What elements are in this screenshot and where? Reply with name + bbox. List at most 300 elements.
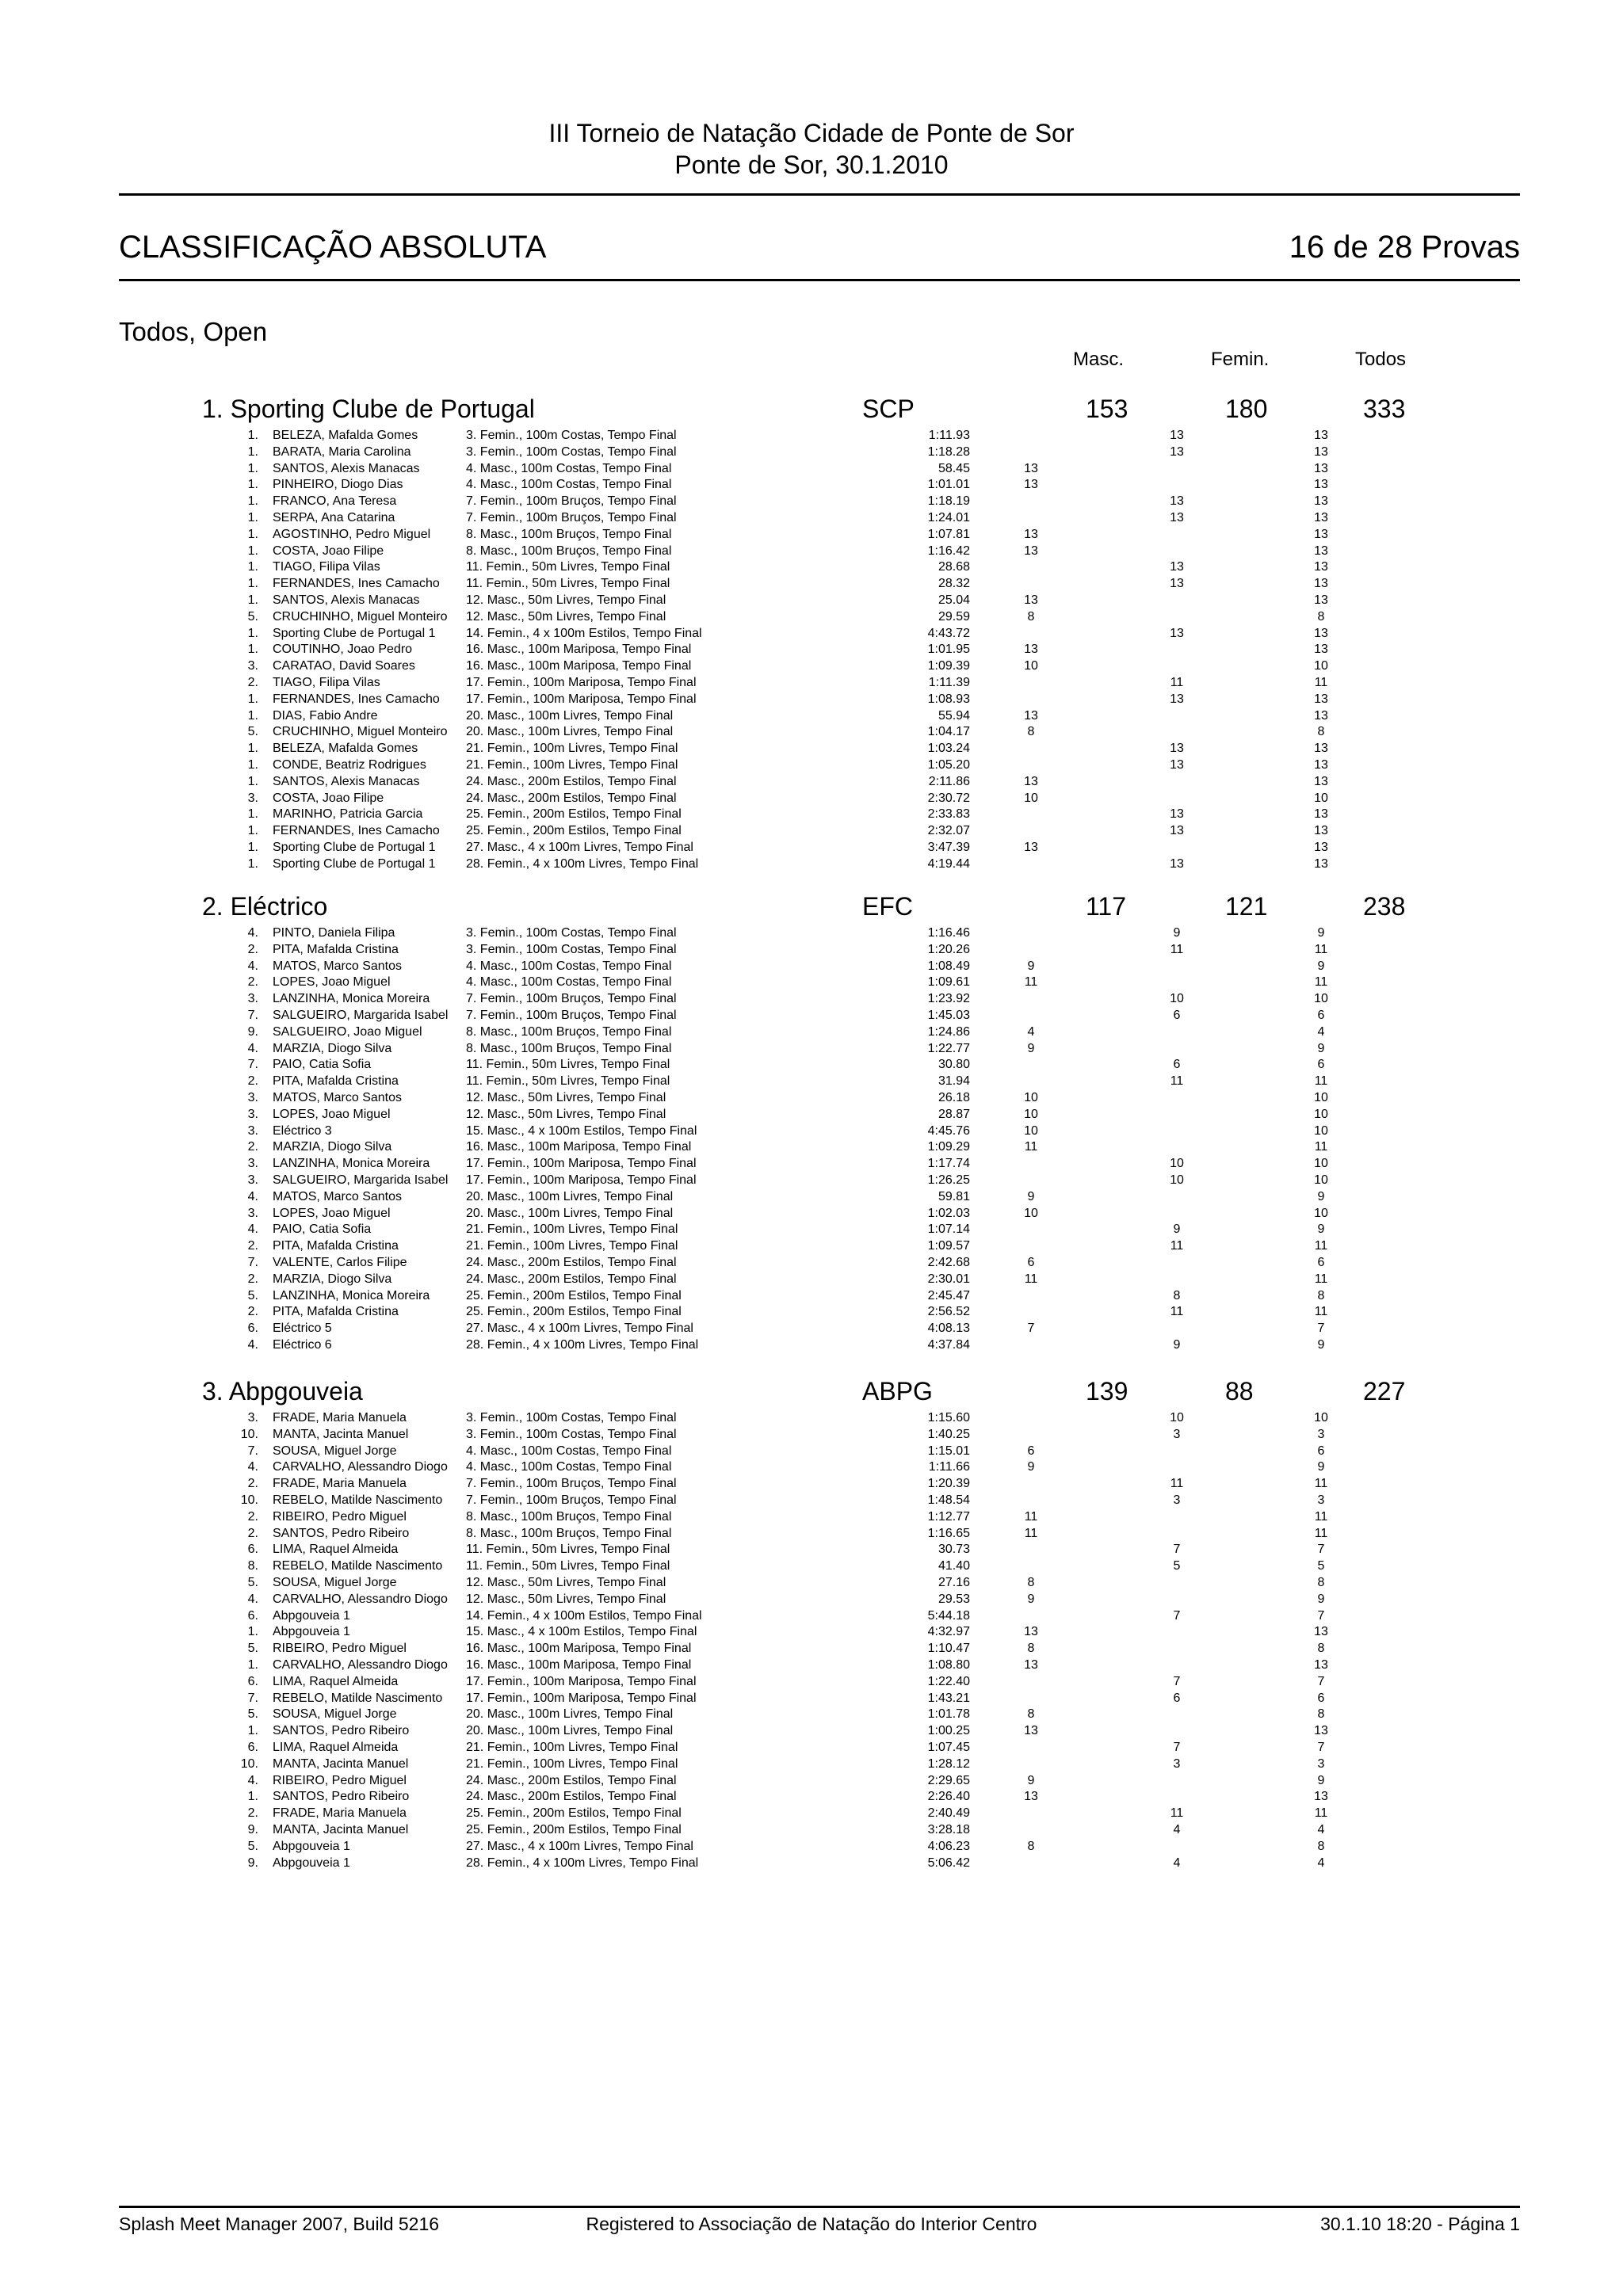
event-name: 20. Masc., 100m Livres, Tempo Final [466,1707,674,1722]
result-time: 1:01.95 [927,643,970,657]
result-rank: 10. [240,1427,258,1441]
swimmer-name: CRUCHINHO, Miguel Monteiro [273,609,448,624]
swimmer-name: SALGUEIRO, Margarida Isabel [273,1009,449,1022]
result-row [0,1041,1623,1057]
swimmer-name: PINHEIRO, Diogo Dias [273,478,403,492]
result-rank: 7. [247,1691,258,1705]
total-points: 10 [1314,1107,1328,1121]
result-row [0,807,1623,822]
event-name: 24. Masc., 200m Estilos, Tempo Final [466,791,677,805]
result-time: 1:01.78 [927,1707,970,1722]
result-rank: 3. [247,1091,258,1104]
swimmer-name: MATOS, Marco Santos [273,959,403,973]
result-row [0,1641,1623,1657]
swimmer-name: MARINHO, Patricia Garcia [273,807,423,822]
total-points: 3 [1317,1756,1325,1771]
femin-points: 13 [1170,444,1184,459]
event-name: 7. Femin., 100m Bruços, Tempo Final [466,1009,677,1022]
femin-points: 11 [1170,1305,1184,1319]
result-rank: 3. [247,791,258,805]
result-time: 1:09.57 [927,1239,970,1253]
swimmer-name: PITA, Mafalda Cristina [273,1305,399,1319]
femin-points: 7 [1173,1543,1181,1557]
event-name: 3. Femin., 100m Costas, Tempo Final [466,926,677,940]
total-points: 10 [1314,1157,1328,1171]
masc-points: 13 [1024,708,1038,723]
result-time: 1:17.74 [927,1157,970,1171]
result-row [0,1855,1623,1871]
result-row [0,1822,1623,1838]
event-name: 12. Masc., 50m Livres, Tempo Final [466,593,666,607]
femin-points: 13 [1170,856,1184,871]
masc-points: 6 [1027,1256,1035,1269]
event-name: 15. Masc., 4 x 100m Estilos, Tempo Final [466,1625,697,1639]
total-points: 10 [1314,1091,1328,1104]
result-rank: 1. [247,560,258,574]
result-rank: 1. [247,1724,258,1738]
result-rank: 3. [247,659,258,673]
event-name: 3. Femin., 100m Costas, Tempo Final [466,1411,677,1425]
total-points: 13 [1314,1724,1328,1738]
masc-points: 8 [1027,725,1035,739]
result-time: 28.32 [938,577,970,591]
team-total-points: 227 [1363,1377,1406,1405]
result-row [0,1173,1623,1188]
event-name: 16. Masc., 100m Mariposa, Tempo Final [466,1658,692,1672]
result-time: 1:20.39 [927,1477,970,1491]
swimmer-name: FERNANDES, Ines Camacho [273,824,440,838]
result-time: 1:43.21 [927,1691,970,1705]
result-row [0,1337,1623,1353]
femin-points: 4 [1173,1855,1181,1870]
result-rank: 2. [247,975,258,990]
team-code: ABPG [862,1377,933,1405]
event-name: 21. Femin., 100m Livres, Tempo Final [466,1741,678,1754]
event-name: 17. Femin., 100m Mariposa, Tempo Final [466,1157,697,1171]
total-points: 13 [1314,560,1328,574]
swimmer-name: CARATAO, David Soares [273,659,415,673]
femin-points: 11 [1170,1477,1184,1491]
swimmer-name: RIBEIRO, Pedro Miguel [273,1773,407,1787]
result-row [0,1789,1623,1805]
result-rank: 7. [247,1256,258,1269]
femin-points: 11 [1170,942,1184,956]
event-name: 21. Femin., 100m Livres, Tempo Final [466,758,678,772]
swimmer-name: SOUSA, Miguel Jorge [273,1707,397,1722]
result-row [0,1674,1623,1690]
total-points: 7 [1317,1543,1325,1557]
masc-points: 8 [1027,1707,1035,1722]
result-rank: 1. [247,593,258,607]
femin-points: 13 [1170,758,1184,772]
total-points: 11 [1314,1272,1328,1286]
result-row [0,1427,1623,1443]
swimmer-name: COUTINHO, Joao Pedro [273,643,413,657]
result-rank: 3. [247,1107,258,1121]
swimmer-name: PAIO, Catia Sofia [273,1222,372,1237]
result-rank: 4. [247,926,258,940]
event-name: 25. Femin., 200m Estilos, Tempo Final [466,824,682,838]
femin-points: 7 [1173,1741,1181,1754]
swimmer-name: AGOSTINHO, Pedro Miguel [273,527,431,541]
swimmer-name: COSTA, Joao Filipe [273,543,384,558]
swimmer-name: LIMA, Raquel Almeida [273,1543,399,1557]
event-name: 16. Masc., 100m Mariposa, Tempo Final [466,659,692,673]
total-points: 11 [1314,975,1328,990]
team-total-points: 238 [1363,892,1406,921]
event-name: 11. Femin., 50m Livres, Tempo Final [466,1559,670,1573]
result-row [0,1288,1623,1304]
result-row [0,1839,1623,1855]
event-name: 8. Masc., 100m Bruços, Tempo Final [466,1509,672,1524]
masc-points: 13 [1024,841,1038,854]
swimmer-name: Abpgouveia 1 [273,1855,350,1870]
swimmer-name: SANTOS, Pedro Ribeiro [273,1724,410,1738]
result-rank: 3. [247,1157,258,1171]
event-name: 27. Masc., 4 x 100m Livres, Tempo Final [466,841,693,854]
swimmer-name: SOUSA, Miguel Jorge [273,1444,397,1458]
result-time: 29.53 [938,1592,970,1606]
event-name: 17. Femin., 100m Mariposa, Tempo Final [466,676,697,689]
result-row [0,1206,1623,1222]
total-points: 9 [1317,959,1325,973]
femin-points: 4 [1173,1823,1181,1836]
total-points: 6 [1317,1691,1325,1705]
femin-points: 13 [1170,511,1184,524]
swimmer-name: FRADE, Maria Manuela [273,1806,407,1821]
total-points: 13 [1314,856,1328,871]
total-points: 13 [1314,692,1328,706]
femin-points: 7 [1173,1608,1181,1623]
total-points: 13 [1314,511,1328,524]
result-rank: 2. [247,1806,258,1821]
event-name: 17. Femin., 100m Mariposa, Tempo Final [466,1674,697,1688]
total-points: 11 [1314,1477,1328,1491]
result-row [0,461,1623,477]
result-rank: 2. [247,1477,258,1491]
result-time: 2:29.65 [927,1773,970,1787]
result-rank: 1. [247,429,258,442]
result-row [0,1773,1623,1789]
event-name: 14. Femin., 4 x 100m Estilos, Tempo Final [466,626,702,640]
filter-subtitle: Todos, Open [119,317,268,346]
result-rank: 4. [247,1773,258,1787]
footer-rule [119,2206,1520,2208]
result-time: 1:15.60 [927,1411,970,1425]
event-title: III Torneio de Natação Cidade de Ponte de Sor [548,119,1075,147]
total-points: 11 [1314,1074,1328,1089]
result-time: 4:45.76 [927,1123,970,1138]
swimmer-name: RIBEIRO, Pedro Miguel [273,1642,407,1656]
total-points: 10 [1314,1411,1328,1425]
result-time: 26.18 [938,1091,970,1104]
total-points: 11 [1314,1140,1328,1154]
event-name: 4. Masc., 100m Costas, Tempo Final [466,975,672,990]
result-rank: 1. [247,478,258,492]
result-row [0,840,1623,856]
team-name: 2. Eléctrico [202,892,328,921]
result-rank: 2. [247,1140,258,1154]
result-rank: 9. [247,1855,258,1870]
swimmer-name: SOUSA, Miguel Jorge [273,1576,397,1589]
result-time: 1:02.03 [927,1206,970,1220]
total-points: 13 [1314,774,1328,788]
event-name: 3. Femin., 100m Costas, Tempo Final [466,444,677,459]
team-code: SCP [862,395,915,423]
total-points: 9 [1317,1460,1325,1474]
result-time: 27.16 [938,1576,970,1589]
masc-points: 7 [1027,1322,1035,1336]
result-time: 1:00.25 [927,1724,970,1738]
result-row [0,527,1623,543]
result-row [0,658,1623,674]
team-masc-points: 117 [1086,892,1127,921]
result-time: 1:22.77 [927,1041,970,1055]
swimmer-name: Abpgouveia 1 [273,1608,350,1623]
swimmer-name: SANTOS, Alexis Manacas [273,593,420,607]
event-name: 3. Femin., 100m Costas, Tempo Final [466,429,677,442]
result-rank: 3. [247,1206,258,1220]
swimmer-name: PITA, Mafalda Cristina [273,1239,399,1253]
total-points: 7 [1317,1674,1325,1688]
swimmer-name: REBELO, Matilde Nascimento [273,1493,443,1507]
swimmer-name: FRADE, Maria Manuela [273,1411,407,1425]
total-points: 13 [1314,758,1328,772]
result-row [0,1156,1623,1172]
total-points: 10 [1314,1123,1328,1138]
masc-points: 8 [1027,1576,1035,1589]
swimmer-name: LIMA, Raquel Almeida [273,1741,399,1754]
result-time: 4:08.13 [927,1322,970,1336]
swimmer-name: RIBEIRO, Pedro Miguel [273,1509,407,1524]
result-time: 4:43.72 [927,626,970,640]
swimmer-name: Sporting Clube de Portugal 1 [273,841,436,854]
swimmer-name: SANTOS, Alexis Manacas [273,461,420,475]
result-time: 2:30.72 [927,791,970,805]
total-points: 9 [1317,1189,1325,1203]
result-row [0,1806,1623,1821]
result-row [0,1575,1623,1591]
result-rank: 5. [247,1839,258,1853]
total-points: 11 [1314,1526,1328,1540]
footer-software: Splash Meet Manager 2007, Build 5216 [119,2214,440,2234]
masc-points: 11 [1024,1526,1038,1540]
team-name: 1. Sporting Clube de Portugal [202,395,535,423]
masc-points: 9 [1027,959,1035,973]
result-time: 4:37.84 [927,1338,970,1352]
event-name: 21. Femin., 100m Livres, Tempo Final [466,1222,678,1237]
result-rank: 4. [247,1041,258,1055]
swimmer-name: CRUCHINHO, Miguel Monteiro [273,725,448,739]
result-rank: 8. [247,1559,258,1573]
result-time: 2:42.68 [927,1256,970,1269]
result-rank: 4. [247,1189,258,1203]
result-row [0,1222,1623,1238]
masc-points: 9 [1027,1041,1035,1055]
event-name: 7. Femin., 100m Bruços, Tempo Final [466,1493,677,1507]
result-row [0,1526,1623,1542]
result-time: 31.94 [938,1074,970,1089]
result-rank: 1. [247,527,258,541]
event-name: 24. Masc., 200m Estilos, Tempo Final [466,1773,677,1787]
result-row [0,593,1623,608]
swimmer-name: REBELO, Matilde Nascimento [273,1559,443,1573]
total-points: 11 [1314,676,1328,689]
result-row [0,543,1623,559]
result-rank: 1. [247,444,258,459]
result-row [0,1592,1623,1608]
masc-points: 13 [1024,593,1038,607]
result-row [0,1008,1623,1024]
team-total-points: 333 [1363,395,1406,423]
result-rank: 6. [247,1674,258,1688]
result-rank: 7. [247,1444,258,1458]
result-time: 25.04 [938,593,970,607]
result-time: 1:22.40 [927,1674,970,1688]
total-points: 13 [1314,444,1328,459]
event-name: 4. Masc., 100m Costas, Tempo Final [466,461,672,475]
result-row [0,1057,1623,1073]
result-time: 1:04.17 [927,725,970,739]
swimmer-name: Eléctrico 5 [273,1322,332,1336]
event-name: 24. Masc., 200m Estilos, Tempo Final [466,1790,677,1804]
result-rank: 1. [247,807,258,822]
event-name: 24. Masc., 200m Estilos, Tempo Final [466,774,677,788]
result-row [0,1090,1623,1106]
total-points: 13 [1314,1625,1328,1639]
event-name: 21. Femin., 100m Livres, Tempo Final [466,1239,678,1253]
swimmer-name: COSTA, Joao Filipe [273,791,384,805]
result-rank: 1. [247,543,258,558]
event-name: 8. Masc., 100m Bruços, Tempo Final [466,1041,672,1055]
masc-points: 4 [1027,1024,1035,1039]
result-time: 1:16.65 [927,1526,970,1540]
masc-points: 13 [1024,774,1038,788]
result-time: 1:11.39 [928,676,970,689]
masc-points: 6 [1027,1444,1035,1458]
total-points: 13 [1314,543,1328,558]
result-rank: 6. [247,1608,258,1623]
result-time: 30.73 [938,1543,970,1557]
total-points: 6 [1317,1256,1325,1269]
total-points: 13 [1314,429,1328,442]
event-name: 7. Femin., 100m Bruços, Tempo Final [466,494,677,509]
swimmer-name: DIAS, Fabio Andre [273,708,378,723]
result-time: 1:16.42 [927,543,970,558]
event-name: 17. Femin., 100m Mariposa, Tempo Final [466,1173,697,1187]
result-time: 5:06.42 [927,1855,970,1870]
result-rank: 4. [247,1222,258,1237]
result-time: 1:48.54 [927,1493,970,1507]
result-time: 1:09.29 [927,1140,970,1154]
total-points: 13 [1314,1658,1328,1672]
total-points: 13 [1314,708,1328,723]
result-rank: 1. [247,856,258,871]
event-name: 4. Masc., 100m Costas, Tempo Final [466,1444,672,1458]
total-points: 11 [1314,1305,1328,1319]
result-rank: 6. [247,1322,258,1336]
result-time: 28.87 [938,1107,970,1121]
event-name: 7. Femin., 100m Bruços, Tempo Final [466,1477,677,1491]
total-points: 13 [1314,626,1328,640]
masc-points: 9 [1027,1189,1035,1203]
event-name: 27. Masc., 4 x 100m Livres, Tempo Final [466,1322,693,1336]
masc-points: 13 [1024,1790,1038,1804]
event-name: 16. Masc., 100m Mariposa, Tempo Final [466,643,692,657]
total-points: 8 [1317,609,1325,624]
total-points: 10 [1314,992,1328,1006]
result-time: 1:09.39 [927,659,970,673]
masc-points: 11 [1024,1140,1038,1154]
total-points: 8 [1317,1288,1325,1302]
result-time: 41.40 [938,1559,970,1573]
event-name: 12. Masc., 50m Livres, Tempo Final [466,609,666,624]
event-name: 27. Masc., 4 x 100m Livres, Tempo Final [466,1839,693,1853]
result-time: 2:33.83 [927,807,970,822]
total-points: 13 [1314,1790,1328,1804]
event-name: 7. Femin., 100m Bruços, Tempo Final [466,992,677,1006]
swimmer-name: PAIO, Catia Sofia [273,1058,372,1072]
event-name: 28. Femin., 4 x 100m Livres, Tempo Final [466,1338,699,1352]
total-points: 4 [1317,1823,1325,1836]
swimmer-name: Abpgouveia 1 [273,1625,350,1639]
result-row [0,708,1623,724]
swimmer-name: LOPES, Joao Miguel [273,975,391,990]
femin-points: 11 [1170,676,1184,689]
event-name: 20. Masc., 100m Livres, Tempo Final [466,708,674,723]
masc-points: 13 [1024,527,1038,541]
event-name: 25. Femin., 200m Estilos, Tempo Final [466,807,682,822]
result-row [0,1624,1623,1640]
swimmer-name: FRANCO, Ana Teresa [273,494,397,509]
result-time: 1:12.77 [927,1509,970,1524]
result-rank: 4. [247,1338,258,1352]
swimmer-name: FRADE, Maria Manuela [273,1477,407,1491]
masc-points: 13 [1024,643,1038,657]
femin-points: 5 [1173,1559,1181,1573]
femin-points: 11 [1170,1074,1184,1089]
swimmer-name: CARVALHO, Alessandro Diogo [273,1658,448,1672]
total-points: 13 [1314,527,1328,541]
event-name: 17. Femin., 100m Mariposa, Tempo Final [466,1691,697,1705]
swimmer-name: MARZIA, Diogo Silva [273,1041,392,1055]
total-points: 13 [1314,643,1328,657]
result-row [0,991,1623,1007]
total-points: 3 [1317,1493,1325,1507]
event-name: 11. Femin., 50m Livres, Tempo Final [466,560,670,574]
result-row [0,942,1623,958]
swimmer-name: MANTA, Jacinta Manuel [273,1427,409,1441]
event-name: 24. Masc., 200m Estilos, Tempo Final [466,1256,677,1269]
total-points: 13 [1314,824,1328,838]
result-row [0,1756,1623,1772]
masc-points: 13 [1024,1724,1038,1738]
swimmer-name: LANZINHA, Monica Moreira [273,1288,430,1302]
result-row [0,510,1623,526]
result-row [0,1139,1623,1155]
femin-points: 10 [1170,992,1184,1006]
result-time: 59.81 [938,1189,970,1203]
femin-points: 3 [1173,1427,1181,1441]
result-rank: 1. [247,841,258,854]
femin-points: 11 [1170,1806,1184,1821]
femin-points: 10 [1170,1157,1184,1171]
swimmer-name: LANZINHA, Monica Moreira [273,1157,430,1171]
team-femin-points: 121 [1225,892,1268,921]
result-rank: 4. [247,1460,258,1474]
total-points: 5 [1317,1559,1325,1573]
event-name: 20. Masc., 100m Livres, Tempo Final [466,1189,674,1203]
